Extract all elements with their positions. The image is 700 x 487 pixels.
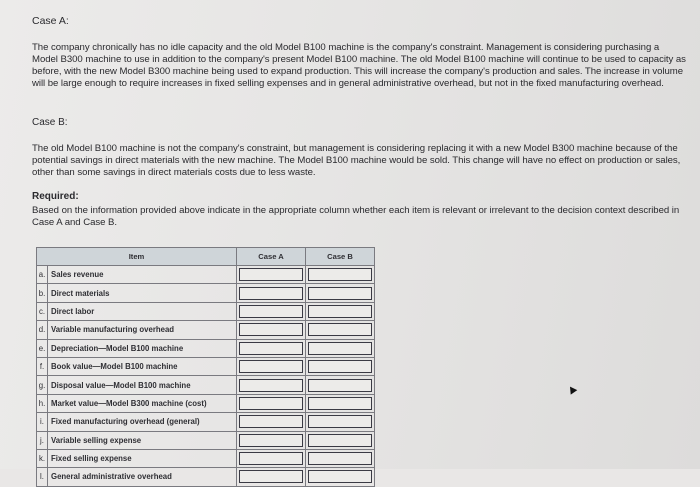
case-a-description: The company chronically has no idle capacity and the old Model B100 machine is the company's constraint. Management is considering purchasing a Model B300 machine to use in addition to the company's present Model B100 machine. The old Model B100 machine will continue to be used to capacity as before, with the new Model B300 machine being used to expand production. This will increase the company's production and sales. The increase in volume will be large enough to require increases in fixed selling expenses and in general administrative overhead, but not in the fixed manufacturing overhead. bbox=[32, 42, 686, 90]
case-a-heading: Case A: bbox=[32, 15, 69, 27]
case-b-heading: Case B: bbox=[32, 117, 68, 128]
row-letter: h. bbox=[37, 394, 48, 412]
case-a-answer-dropdown[interactable] bbox=[239, 452, 303, 465]
case-a-answer-dropdown[interactable] bbox=[239, 323, 303, 336]
case-b-cell bbox=[306, 339, 375, 357]
case-b-answer-dropdown[interactable] bbox=[308, 434, 372, 447]
case-b-cell bbox=[306, 357, 375, 375]
case-b-cell bbox=[306, 394, 375, 412]
case-b-cell bbox=[306, 376, 375, 394]
mouse-cursor-icon bbox=[567, 384, 578, 394]
row-item-label: Disposal value—Model B100 machine bbox=[48, 376, 237, 394]
case-a-answer-dropdown[interactable] bbox=[239, 342, 303, 355]
case-a-answer-dropdown[interactable] bbox=[239, 287, 303, 300]
required-heading: Required: bbox=[32, 191, 79, 202]
table-header-row bbox=[37, 248, 375, 266]
row-letter: a. bbox=[37, 266, 48, 284]
row-letter: i. bbox=[37, 413, 48, 431]
row-letter: j. bbox=[37, 431, 48, 449]
row-item-label: General administrative overhead bbox=[48, 468, 237, 486]
case-a-cell bbox=[237, 468, 306, 486]
row-letter: c. bbox=[37, 302, 48, 320]
case-a-column-header: Case A bbox=[237, 248, 306, 266]
row-item-label: Market value—Model B300 machine (cost) bbox=[48, 394, 237, 412]
row-letter: d. bbox=[37, 321, 48, 339]
case-a-cell bbox=[237, 376, 306, 394]
case-a-cell bbox=[237, 394, 306, 412]
case-b-answer-dropdown[interactable] bbox=[308, 470, 372, 483]
table-row bbox=[37, 431, 375, 449]
case-b-answer-dropdown[interactable] bbox=[308, 342, 372, 355]
row-letter: e. bbox=[37, 339, 48, 357]
row-letter: f. bbox=[37, 357, 48, 375]
case-b-answer-dropdown[interactable] bbox=[308, 452, 372, 465]
case-a-answer-dropdown[interactable] bbox=[239, 268, 303, 281]
case-b-answer-dropdown[interactable] bbox=[308, 379, 372, 392]
case-b-cell bbox=[306, 321, 375, 339]
row-item-label: Book value—Model B100 machine bbox=[48, 357, 237, 375]
table-row bbox=[37, 339, 375, 357]
case-a-cell bbox=[237, 339, 306, 357]
case-a-cell bbox=[237, 431, 306, 449]
row-letter: k. bbox=[37, 449, 48, 467]
required-instructions: Based on the information provided above indicate in the appropriate column whether each item is relevant or irrelevant to the decision context described in Case A and Case B. bbox=[32, 205, 680, 229]
row-item-label: Sales revenue bbox=[48, 266, 237, 284]
table-row bbox=[37, 284, 375, 302]
case-a-cell bbox=[237, 321, 306, 339]
table-row bbox=[37, 302, 375, 320]
case-a-cell bbox=[237, 284, 306, 302]
row-item-label: Direct labor bbox=[48, 302, 237, 320]
case-b-cell bbox=[306, 284, 375, 302]
case-a-answer-dropdown[interactable] bbox=[239, 415, 303, 428]
case-b-answer-dropdown[interactable] bbox=[308, 305, 372, 318]
case-a-cell bbox=[237, 357, 306, 375]
case-b-column-header: Case B bbox=[306, 248, 375, 266]
case-b-cell bbox=[306, 449, 375, 467]
table-row bbox=[37, 376, 375, 394]
answer-table bbox=[36, 247, 375, 487]
case-a-cell bbox=[237, 302, 306, 320]
case-a-answer-dropdown[interactable] bbox=[239, 470, 303, 483]
case-a-cell bbox=[237, 266, 306, 284]
table-row bbox=[37, 394, 375, 412]
row-letter: b. bbox=[37, 284, 48, 302]
table-row bbox=[37, 413, 375, 431]
case-b-answer-dropdown[interactable] bbox=[308, 323, 372, 336]
case-a-answer-dropdown[interactable] bbox=[239, 360, 303, 373]
case-b-cell bbox=[306, 266, 375, 284]
row-letter: l. bbox=[37, 468, 48, 486]
table-row bbox=[37, 266, 375, 284]
row-item-label: Direct materials bbox=[48, 284, 237, 302]
table-row bbox=[37, 321, 375, 339]
case-a-answer-dropdown[interactable] bbox=[239, 379, 303, 392]
table-row bbox=[37, 468, 375, 486]
case-b-description: The old Model B100 machine is not the company's constraint, but management is considering replacing it with a new Model B300 machine because of the potential savings in direct materials with the new machine. The Model B100 machine would be sold. This change will have no effect on production or sales, other than some savings in direct materials costs due to less waste. bbox=[32, 143, 681, 179]
case-b-cell bbox=[306, 468, 375, 486]
table-row bbox=[37, 357, 375, 375]
case-b-answer-dropdown[interactable] bbox=[308, 287, 372, 300]
row-item-label: Variable selling expense bbox=[48, 431, 237, 449]
case-a-cell bbox=[237, 449, 306, 467]
case-b-cell bbox=[306, 431, 375, 449]
case-a-answer-dropdown[interactable] bbox=[239, 305, 303, 318]
table-body bbox=[37, 266, 375, 487]
row-item-label: Depreciation—Model B100 machine bbox=[48, 339, 237, 357]
case-b-answer-dropdown[interactable] bbox=[308, 415, 372, 428]
item-column-header: Item bbox=[37, 248, 237, 266]
case-b-cell bbox=[306, 302, 375, 320]
table-row bbox=[37, 449, 375, 467]
case-a-answer-dropdown[interactable] bbox=[239, 434, 303, 447]
case-a-answer-dropdown[interactable] bbox=[239, 397, 303, 410]
case-a-cell bbox=[237, 413, 306, 431]
case-b-answer-dropdown[interactable] bbox=[308, 397, 372, 410]
row-item-label: Fixed manufacturing overhead (general) bbox=[48, 413, 237, 431]
row-item-label: Fixed selling expense bbox=[48, 449, 237, 467]
row-item-label: Variable manufacturing overhead bbox=[48, 321, 237, 339]
row-letter: g. bbox=[37, 376, 48, 394]
case-b-answer-dropdown[interactable] bbox=[308, 360, 372, 373]
case-b-answer-dropdown[interactable] bbox=[308, 268, 372, 281]
case-b-cell bbox=[306, 413, 375, 431]
